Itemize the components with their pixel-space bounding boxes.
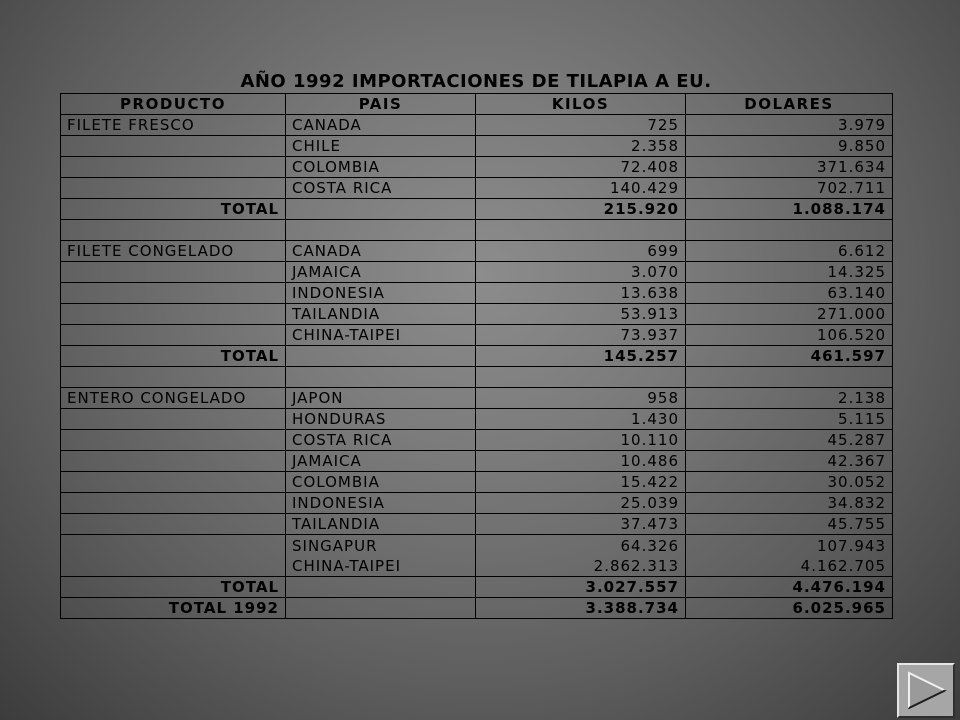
- empty-cell: [61, 220, 286, 241]
- table-row: [61, 409, 893, 430]
- dolares-value: 4.162.705: [800, 556, 886, 575]
- pais-cell: [286, 577, 476, 598]
- producto-cell: [61, 136, 286, 157]
- kilos-cell: [476, 535, 686, 577]
- producto-cell: [61, 535, 286, 577]
- pais-cell: CANADA: [286, 241, 476, 262]
- column-header-pais: PAIS: [286, 94, 476, 115]
- pais-cell: COLOMBIA: [286, 157, 476, 178]
- table-row: [61, 493, 893, 514]
- pais-value: SINGAPUR: [292, 536, 378, 555]
- producto-cell: FILETE FRESCO: [61, 115, 286, 136]
- pais-cell: JAMAICA: [286, 262, 476, 283]
- dolares-cell: 702.711: [686, 178, 893, 199]
- table-row: [61, 451, 893, 472]
- dolares-cell: 42.367: [686, 451, 893, 472]
- table-row: [61, 304, 893, 325]
- kilos-cell: 140.429: [476, 178, 686, 199]
- pais-cell: CHILE: [286, 136, 476, 157]
- empty-cell: [286, 220, 476, 241]
- producto-cell: [61, 430, 286, 451]
- kilos-cell: 37.473: [476, 514, 686, 535]
- pais-cell: INDONESIA: [286, 493, 476, 514]
- table-row: [61, 136, 893, 157]
- kilos-cell: 53.913: [476, 304, 686, 325]
- producto-cell: [61, 304, 286, 325]
- kilos-cell: 2.358: [476, 136, 686, 157]
- kilos-cell: 958: [476, 388, 686, 409]
- producto-cell: ENTERO CONGELADO: [61, 388, 286, 409]
- table-row: [61, 283, 893, 304]
- dolares-cell: 2.138: [686, 388, 893, 409]
- dolares-cell: 9.850: [686, 136, 893, 157]
- kilos-value: 64.326: [620, 536, 679, 555]
- kilos-cell: 10.486: [476, 451, 686, 472]
- kilos-cell: 10.110: [476, 430, 686, 451]
- table-row: [61, 430, 893, 451]
- dolares-total: 461.597: [686, 346, 893, 367]
- kilos-total: 215.920: [476, 199, 686, 220]
- table-row: [61, 241, 893, 262]
- dolares-cell: 5.115: [686, 409, 893, 430]
- producto-cell: [61, 451, 286, 472]
- total-label: TOTAL: [61, 199, 286, 220]
- column-header-dolares: DOLARES: [686, 94, 893, 115]
- dolares-cell: 45.287: [686, 430, 893, 451]
- dolares-total: 4.476.194: [686, 577, 893, 598]
- kilos-cell: 3.070: [476, 262, 686, 283]
- next-slide-button[interactable]: [897, 663, 955, 718]
- table-row: [61, 262, 893, 283]
- pais-cell: COSTA RICA: [286, 178, 476, 199]
- empty-cell: [476, 367, 686, 388]
- dolares-cell: 45.755: [686, 514, 893, 535]
- pais-cell: INDONESIA: [286, 283, 476, 304]
- dolares-cell: 34.832: [686, 493, 893, 514]
- empty-cell: [286, 367, 476, 388]
- table-row: [61, 388, 893, 409]
- producto-cell: [61, 325, 286, 346]
- dolares-cell: 14.325: [686, 262, 893, 283]
- dolares-cell: 106.520: [686, 325, 893, 346]
- producto-cell: [61, 514, 286, 535]
- dolares-cell: [686, 535, 893, 577]
- pais-cell: CHINA-TAIPEI: [286, 325, 476, 346]
- producto-cell: [61, 472, 286, 493]
- dolares-cell: 63.140: [686, 283, 893, 304]
- dolares-total: 1.088.174: [686, 199, 893, 220]
- dolares-cell: 3.979: [686, 115, 893, 136]
- kilos-total: 145.257: [476, 346, 686, 367]
- dolares-grand-total: 6.025.965: [686, 598, 893, 619]
- total-row: [61, 346, 893, 367]
- pais-cell: JAMAICA: [286, 451, 476, 472]
- pais-cell: TAILANDIA: [286, 514, 476, 535]
- empty-cell: [61, 367, 286, 388]
- pais-cell: TAILANDIA: [286, 304, 476, 325]
- dolares-cell: 271.000: [686, 304, 893, 325]
- table-row: [61, 472, 893, 493]
- empty-cell: [686, 220, 893, 241]
- column-header-producto: PRODUCTO: [61, 94, 286, 115]
- kilos-grand-total: 3.388.734: [476, 598, 686, 619]
- producto-cell: FILETE CONGELADO: [61, 241, 286, 262]
- pais-cell: COSTA RICA: [286, 430, 476, 451]
- grand-total-label: TOTAL 1992: [61, 598, 286, 619]
- pais-cell: [286, 346, 476, 367]
- total-row: [61, 199, 893, 220]
- table-header-row: [61, 94, 893, 115]
- total-label: TOTAL: [61, 577, 286, 598]
- slide-title: AÑO 1992 IMPORTACIONES DE TILAPIA A EU.: [240, 71, 712, 92]
- kilos-cell: 699: [476, 241, 686, 262]
- table-row: [61, 325, 893, 346]
- dolares-cell: 30.052: [686, 472, 893, 493]
- total-row: [61, 577, 893, 598]
- play-triangle-icon: [899, 665, 953, 716]
- dolares-cell: 6.612: [686, 241, 893, 262]
- pais-cell: COLOMBIA: [286, 472, 476, 493]
- producto-cell: [61, 493, 286, 514]
- producto-cell: [61, 409, 286, 430]
- pais-cell: [286, 535, 476, 577]
- empty-cell: [686, 367, 893, 388]
- kilos-value: 2.862.313: [593, 556, 679, 575]
- grand-total-row: [61, 598, 893, 619]
- kilos-cell: 725: [476, 115, 686, 136]
- pais-cell: [286, 598, 476, 619]
- table-row: [61, 535, 893, 577]
- column-header-kilos: KILOS: [476, 94, 686, 115]
- table-row: [61, 157, 893, 178]
- producto-cell: [61, 283, 286, 304]
- total-label: TOTAL: [61, 346, 286, 367]
- empty-cell: [476, 220, 686, 241]
- producto-cell: [61, 157, 286, 178]
- dolares-cell: 371.634: [686, 157, 893, 178]
- spacer-row: [61, 220, 893, 241]
- spacer-row: [61, 367, 893, 388]
- pais-cell: JAPON: [286, 388, 476, 409]
- pais-cell: HONDURAS: [286, 409, 476, 430]
- imports-table: [60, 93, 893, 619]
- pais-value: CHINA-TAIPEI: [292, 556, 401, 575]
- table-row: [61, 115, 893, 136]
- table-row: [61, 178, 893, 199]
- pais-cell: [286, 199, 476, 220]
- kilos-cell: 72.408: [476, 157, 686, 178]
- pais-cell: CANADA: [286, 115, 476, 136]
- kilos-cell: 25.039: [476, 493, 686, 514]
- table-row: [61, 514, 893, 535]
- dolares-value: 107.943: [816, 536, 886, 555]
- kilos-total: 3.027.557: [476, 577, 686, 598]
- producto-cell: [61, 262, 286, 283]
- kilos-cell: 73.937: [476, 325, 686, 346]
- kilos-cell: 1.430: [476, 409, 686, 430]
- kilos-cell: 15.422: [476, 472, 686, 493]
- kilos-cell: 13.638: [476, 283, 686, 304]
- producto-cell: [61, 178, 286, 199]
